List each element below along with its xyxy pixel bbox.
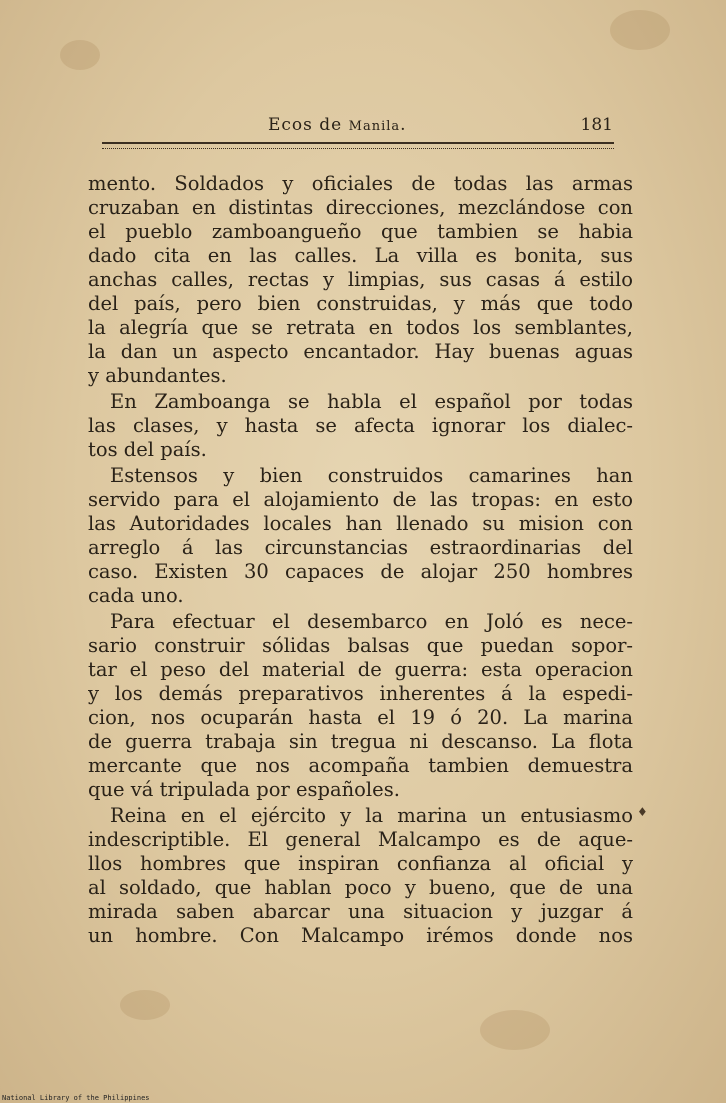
text-line: y los demás preparativos inherentes á la espedi- xyxy=(88,682,633,705)
text-line: al soldado, que hablan poco y bueno, que de una xyxy=(88,876,633,899)
paragraph-1 xyxy=(88,172,633,388)
text-line: el pueblo zamboangueño que tambien se habia xyxy=(88,220,633,243)
paragraph-5 xyxy=(88,804,633,948)
foxing-stain xyxy=(120,990,170,1020)
text-line: mercante que nos acompaña tambien demuestra xyxy=(88,754,633,777)
page-number: 181 xyxy=(580,115,613,135)
text-line: cion, nos ocuparán hasta el 19 ó 20. La marina xyxy=(88,706,633,729)
text-line: cruzaban en distintas direcciones, mezclándose con xyxy=(88,196,633,219)
paragraph-3 xyxy=(88,464,633,608)
text-line: sario construir sólidas balsas que puedan sopor- xyxy=(88,634,633,657)
running-title xyxy=(268,115,407,135)
foxing-stain xyxy=(610,10,670,50)
text-line: las Autoridades locales han llenado su mision con xyxy=(88,512,633,535)
text-line: indescriptible. El general Malcampo es de aque- xyxy=(88,828,633,851)
text-line: mirada saben abarcar una situacion y juzgar á xyxy=(88,900,633,923)
text-line: la alegría que se retrata en todos los semblantes, xyxy=(88,316,633,339)
running-title-part: Manila xyxy=(348,119,401,134)
text-line: llos hombres que inspiran confianza al oficial y xyxy=(88,852,633,875)
text-line: En Zamboanga se habla el español por todas xyxy=(110,390,633,413)
text-line: que vá tripulada por españoles. xyxy=(88,778,400,801)
paragraph-4 xyxy=(88,610,633,802)
paragraph-2 xyxy=(88,390,633,462)
text-line: caso. Existen 30 capaces de alojar 250 hombres xyxy=(88,560,633,583)
text-line: servido para el alojamiento de las tropas: en esto xyxy=(88,488,633,511)
text-line: del país, pero bien construidas, y más que todo xyxy=(88,292,633,315)
body-text xyxy=(88,172,633,948)
page-header xyxy=(88,115,633,139)
text-line: Estensos y bien construidos camarines han xyxy=(110,464,633,487)
text-line: tar el peso del material de guerra: esta operacion xyxy=(88,658,633,681)
text-line: Para efectuar el desembarco en Joló es nece- xyxy=(110,610,633,633)
text-line: cada uno. xyxy=(88,584,184,607)
text-line: y abundantes. xyxy=(88,364,227,387)
text-line: las clases, y hasta se afecta ignorar los dialec- xyxy=(88,414,633,437)
text-line: de guerra trabaja sin tregua ni descanso. La flota xyxy=(88,730,633,753)
text-line: mento. Soldados y oficiales de todas las armas xyxy=(88,172,633,195)
margin-mark-icon: ♦ xyxy=(637,805,648,819)
text-line: la dan un aspecto encantador. Hay buenas aguas xyxy=(88,340,633,363)
foxing-stain xyxy=(480,1010,550,1050)
library-attribution: National Library of the Philippines xyxy=(2,1094,150,1102)
text-line: tos del país. xyxy=(88,438,207,461)
text-line: un hombre. Con Malcampo irémos donde nos xyxy=(88,924,633,947)
header-rule xyxy=(102,142,614,149)
text-line: arreglo á las circunstancias estraordinarias del xyxy=(88,536,633,559)
text-line: dado cita en las calles. La villa es bonita, sus xyxy=(88,244,633,267)
text-line: anchas calles, rectas y limpias, sus casas á estilo xyxy=(88,268,633,291)
foxing-stain xyxy=(60,40,100,70)
running-title-part: Ecos de xyxy=(268,115,349,135)
text-line: Reina en el ejército y la marina un entusiasmo xyxy=(110,804,633,827)
running-title-part: . xyxy=(400,115,407,135)
